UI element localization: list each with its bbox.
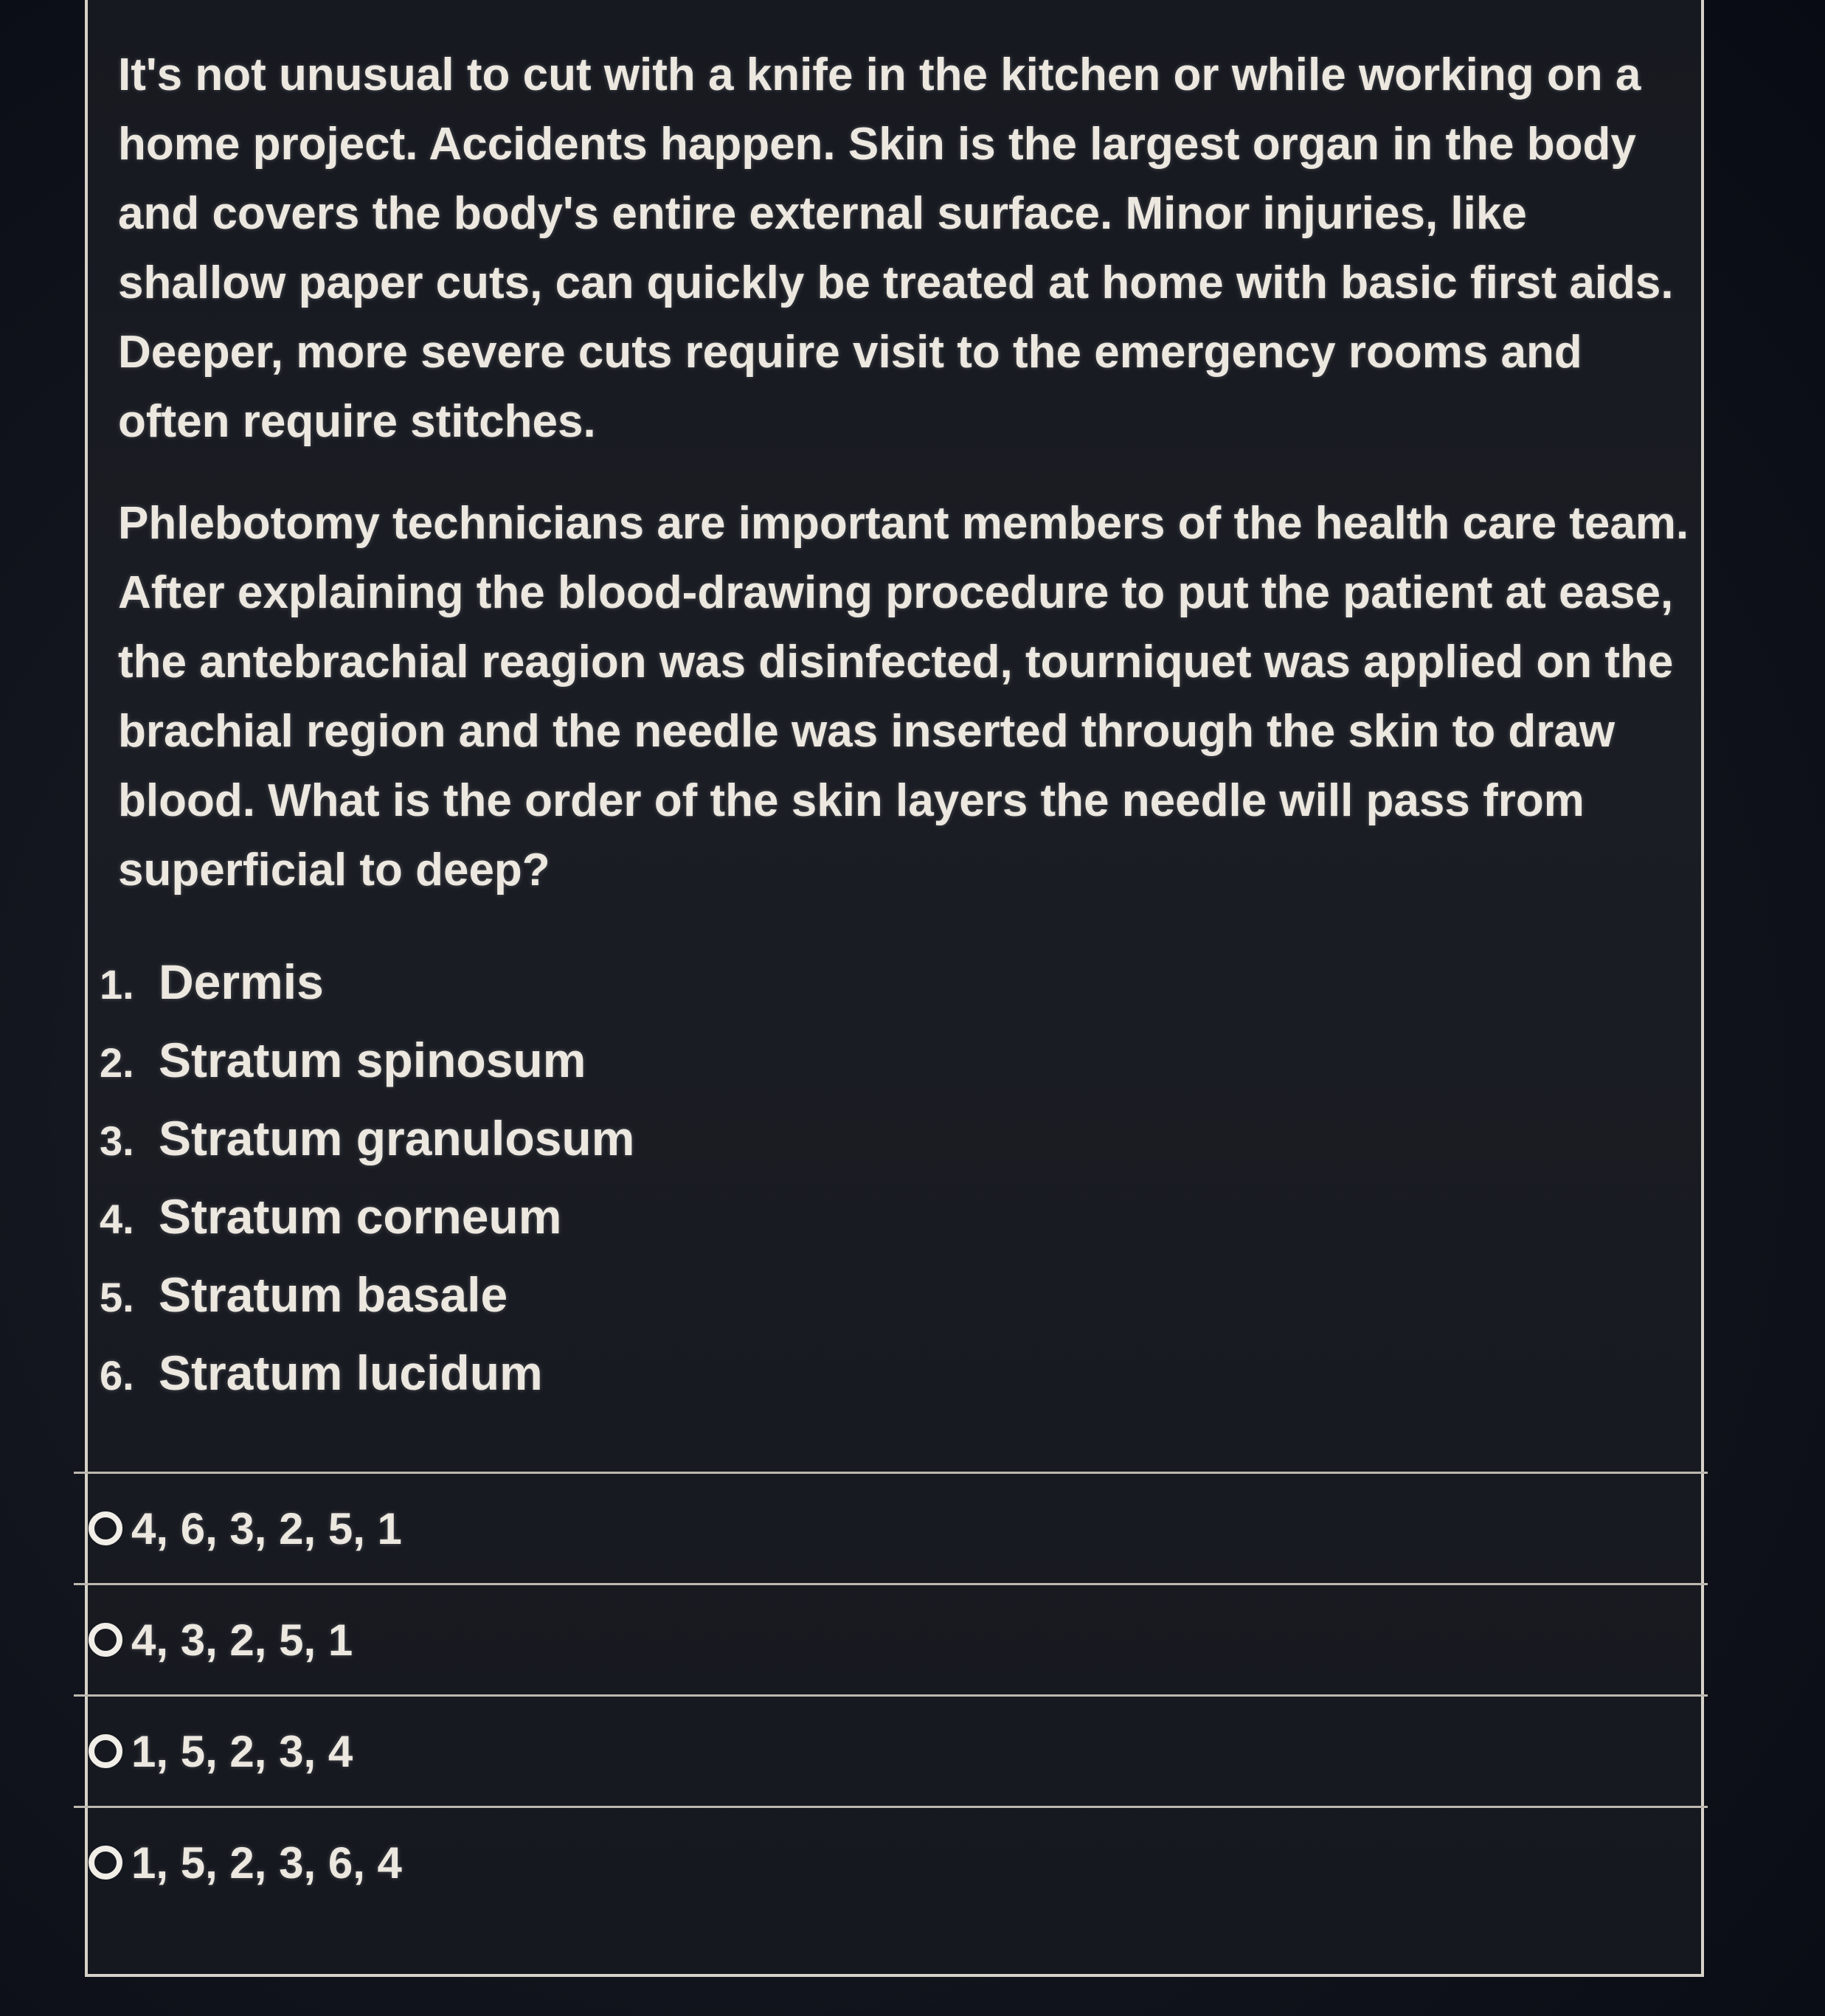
- list-item-label: Stratum basale: [159, 1267, 508, 1322]
- passage-paragraph-2: Phlebotomy technicians are important members of the health care team. After explaining the blood-drawing procedure to put the patient at ease, the antebrachial reagion was disinfected, tourniquet was applied on the brachial region and the needle was inserted through the skin to draw blood. What is the order of the skin layers the needle will pass from superficial to deep?: [118, 498, 1689, 896]
- list-item-label: Stratum lucidum: [159, 1345, 543, 1400]
- answer-option-d[interactable]: [74, 1808, 1708, 1917]
- radio-button-icon[interactable]: [89, 1623, 122, 1657]
- list-item-number: 1.: [100, 961, 134, 1008]
- answer-option-label[interactable]: 4, 6, 3, 2, 5, 1: [131, 1503, 402, 1553]
- list-item-label: Dermis: [159, 955, 324, 1009]
- list-item-number: 6.: [100, 1352, 134, 1399]
- skin-layer-list: [100, 944, 634, 1413]
- answer-option-a[interactable]: [74, 1474, 1708, 1583]
- list-item-label: Stratum corneum: [159, 1189, 562, 1244]
- list-item: [100, 1022, 634, 1101]
- list-item: [100, 1335, 634, 1413]
- list-item-number: 4.: [100, 1196, 134, 1242]
- list-item-label: Stratum granulosum: [159, 1111, 635, 1165]
- list-item: [100, 1101, 634, 1179]
- answer-choices: [74, 1472, 1708, 1917]
- answer-option-label[interactable]: 4, 3, 2, 5, 1: [131, 1615, 353, 1665]
- list-item-number: 2.: [100, 1039, 134, 1086]
- list-item-label: Stratum spinosum: [159, 1033, 586, 1087]
- answer-option-label[interactable]: 1, 5, 2, 3, 4: [131, 1726, 353, 1776]
- list-item-number: 3.: [100, 1118, 134, 1164]
- answer-option-c[interactable]: [74, 1697, 1708, 1806]
- answer-option-b[interactable]: [74, 1585, 1708, 1694]
- answer-option-label[interactable]: 1, 5, 2, 3, 6, 4: [131, 1837, 402, 1888]
- question-passage: [118, 41, 1689, 938]
- list-item-number: 5.: [100, 1274, 134, 1320]
- list-item: [100, 1179, 634, 1257]
- radio-button-icon[interactable]: [89, 1846, 122, 1880]
- passage-paragraph-1: It's not unusual to cut with a knife in the kitchen or while working on a home project. Accidents happen. Skin is the largest organ in the body and covers the body's entire external surface. Minor injuries, like shallow paper cuts, can quickly be treated at home with basic first aids. Deeper, more severe cuts require visit to the emergency rooms and often require stitches.: [118, 49, 1674, 447]
- radio-button-icon[interactable]: [89, 1734, 122, 1768]
- list-item: [100, 1257, 634, 1335]
- radio-button-icon[interactable]: [89, 1511, 122, 1545]
- list-item: [100, 944, 634, 1022]
